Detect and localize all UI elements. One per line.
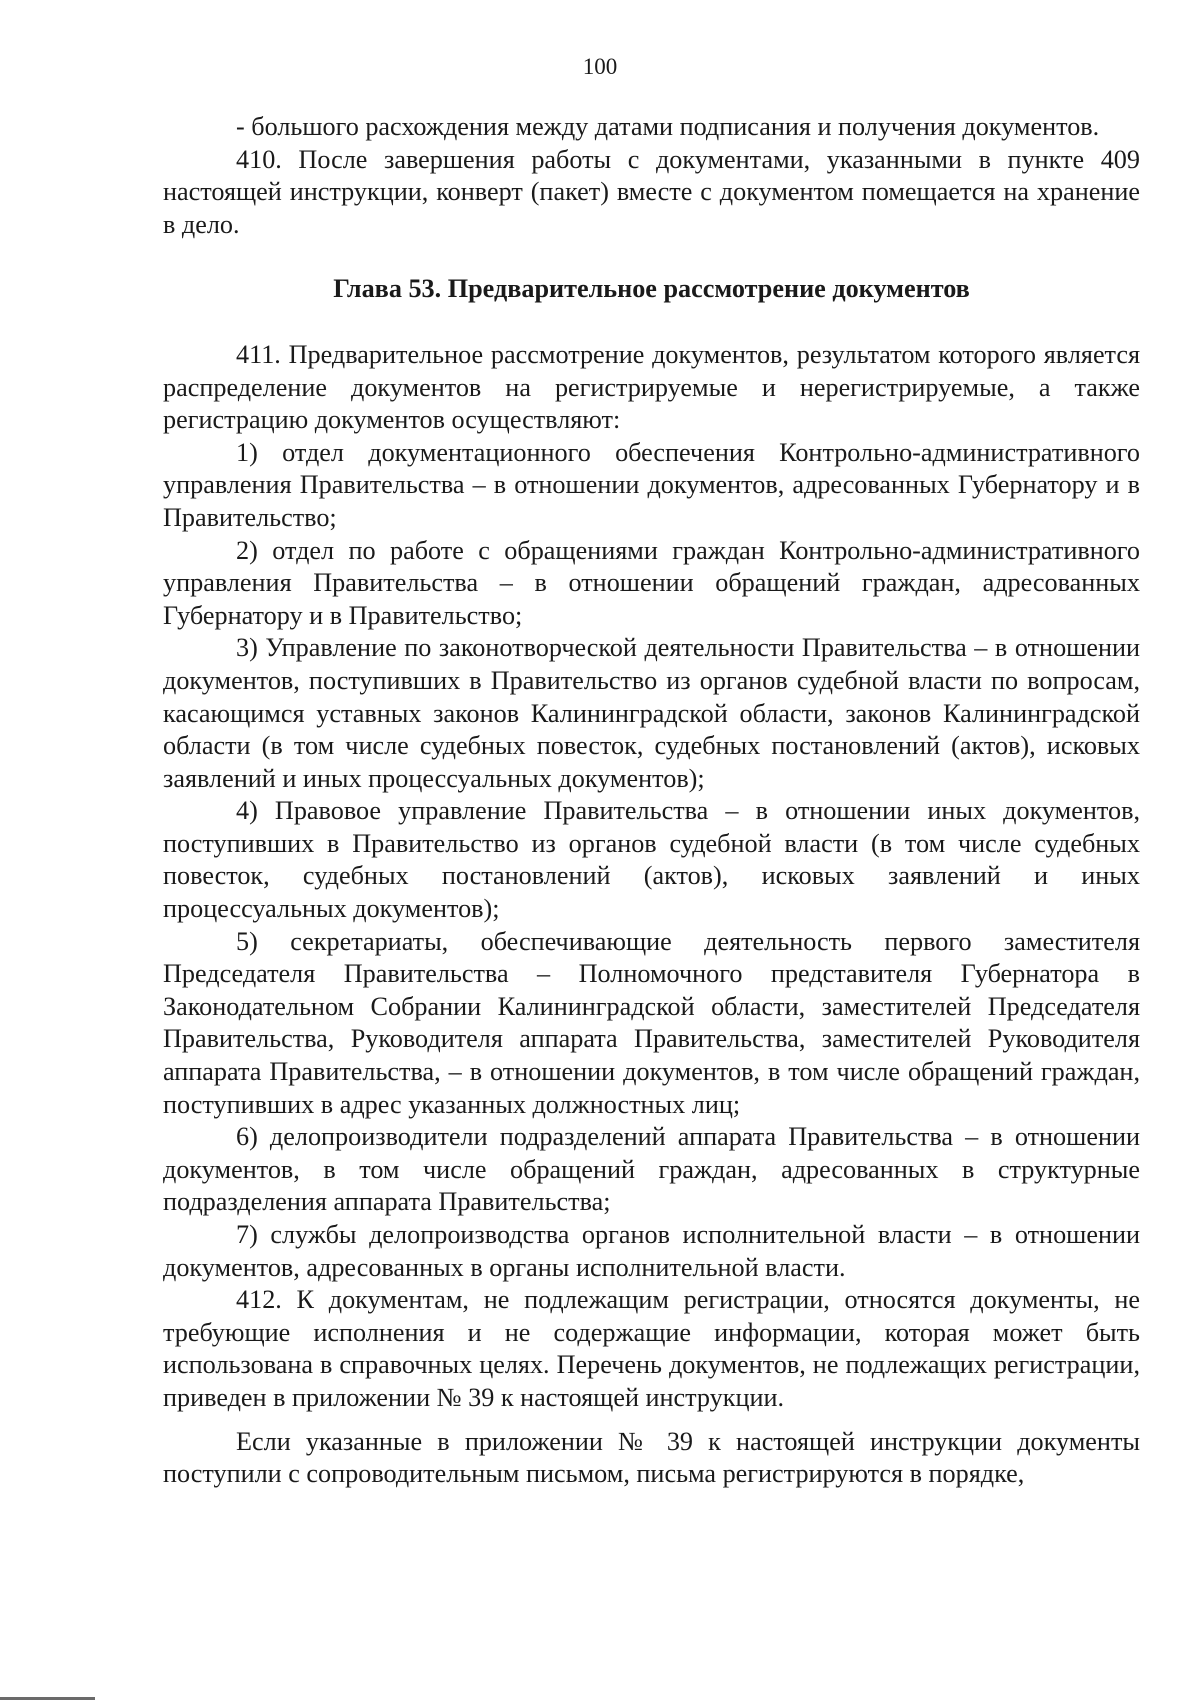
chapter-heading: Глава 53. Предварительное рассмотрение документов xyxy=(333,274,970,304)
document-body xyxy=(163,111,1140,1491)
scan-edge-mark xyxy=(0,1697,95,1700)
list-item-7: 7) службы делопроизводства органов исполнительной власти – в отношении документов, адресованных в органы исполнительной власти. xyxy=(163,1220,1140,1282)
page-number: 100 xyxy=(582,54,618,79)
list-item-1: 1) отдел документационного обеспечения Контрольно-административного управления Правительства – в отношении документов, адресованных Губернатору и в Правительство; xyxy=(163,437,1140,532)
list-item-4: 4) Правовое управление Правительства – в отношении иных документов, поступивших в Правительство из органов судебной власти (в том числе судебных повесток, судебных постановлений (актов), исковых заявлений и иных процессуальных документов); xyxy=(163,796,1140,924)
list-item-2: 2) отдел по работе с обращениями граждан Контрольно-административного управления Правительства – в отношении обращений граждан, адресованных Губернатору и в Правительство; xyxy=(163,535,1140,630)
list-item-6: 6) делопроизводители подразделений аппарата Правительства – в отношении документов, в том числе обращений граждан, адресованных в структурные подразделения аппарата Правительства; xyxy=(163,1122,1140,1217)
paragraph-411: 411. Предварительное рассмотрение документов, результатом которого является распределение документов на регистрируемые и нерегистрируемые, а также регистрацию документов осуществляют: xyxy=(163,339,1140,435)
paragraph-cover-letter: Если указанные в приложении № 39 к настоящей инструкции документы поступили с сопроводительным письмом, письма регистрируются в порядке, xyxy=(163,1426,1140,1489)
paragraph-discrepancy: - большого расхождения между датами подписания и получения документов. xyxy=(236,112,1100,141)
list-item-3: 3) Управление по законотворческой деятельности Правительства – в отношении документов, поступивших в Правительство из органов судебной власти по вопросам, касающимся уставных законов Калининградской области, законов Калининградской области (в том числе судебных повесток, судебных постановлений (актов), исковых заявлений и иных процессуальных документов); xyxy=(163,633,1140,793)
paragraph-410: 410. После завершения работы с документами, указанными в пункте 409 настоящей инструкции, конверт (пакет) вместе с документом помещается на хранение в дело. xyxy=(163,144,1140,239)
paragraph-412: 412. К документам, не подлежащим регистрации, относятся документы, не требующие исполнения и не содержащие информации, которая может быть использована в справочных целях. Перечень документов, не подлежащих регистрации, приведен в приложении № 39 к настоящей инструкции. xyxy=(163,1285,1140,1412)
list-item-5: 5) секретариаты, обеспечивающие деятельность первого заместителя Председателя Правительства – Полномочного представителя Губернатора в Законодательном Собрании Калининградской области, заместителей Председателя Правительства, Руководителя аппарата Правительства, заместителей Руководителя аппарата Правительства, – в отношении документов, в том числе обращений граждан, поступивших в адрес указанных должностных лиц; xyxy=(163,926,1140,1119)
